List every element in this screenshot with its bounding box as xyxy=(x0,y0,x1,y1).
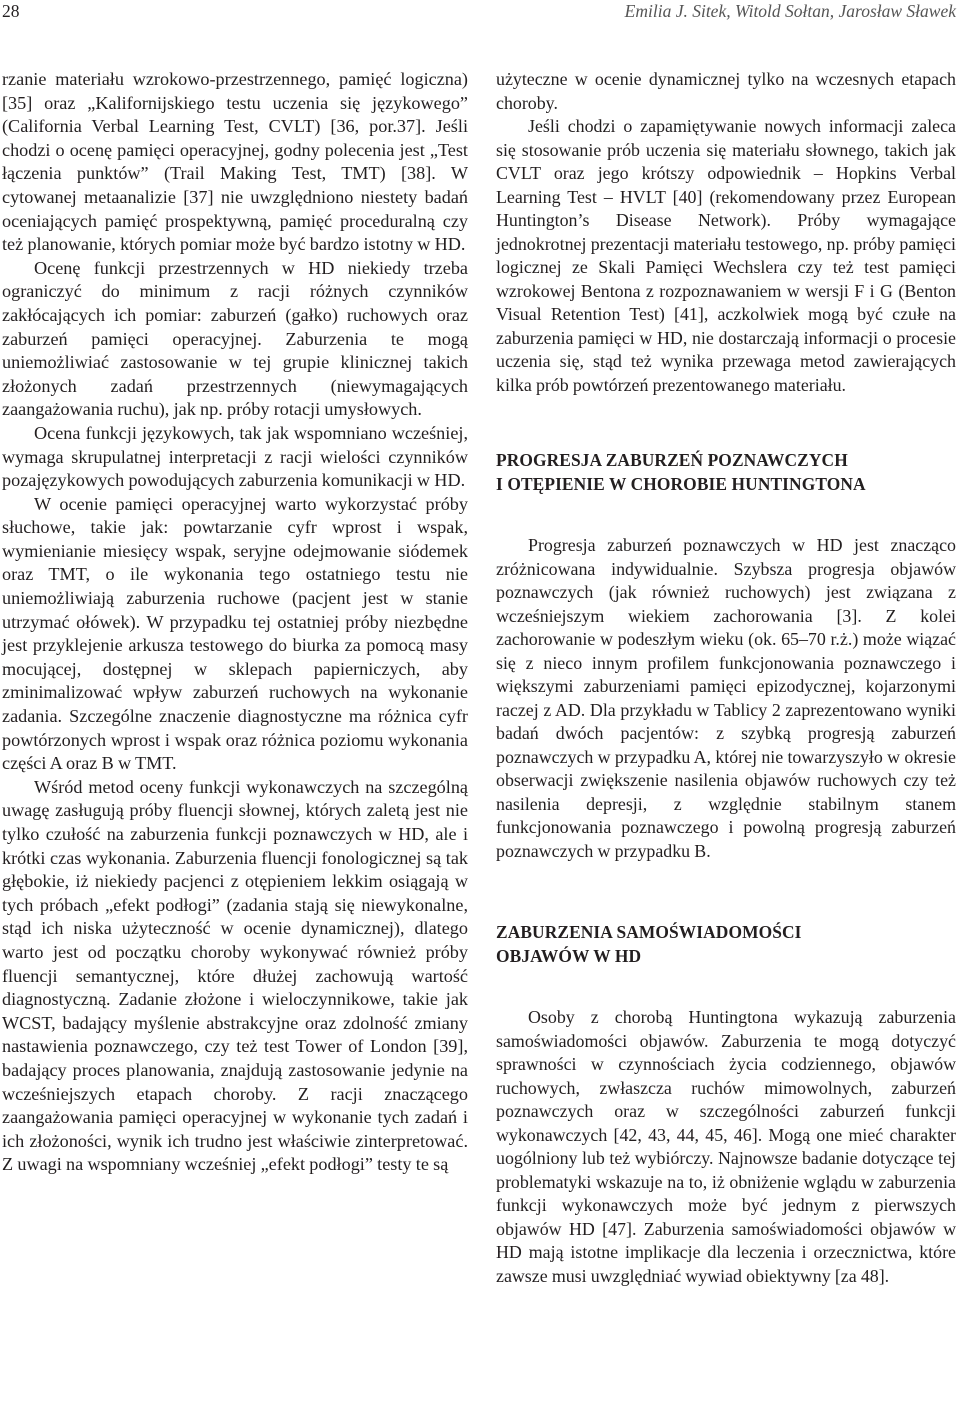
page-number: 28 xyxy=(2,1,20,21)
section-self-awareness-paragraph: Osoby z chorobą Huntingtona wykazują zaburzenia samoświadomości objawów. Zaburzenia te mogą dotyczyć sprawności w czynnościach życia codziennego, objawów ruchowych, zwłaszcza ruchów mimowolnych, zaburzeń poznawczych oraz w szczególności zaburzeń funkcji wykonawczych [42, 43, 44, 45, 46]. Mogą one mieć charakter uogólniony lub też wybiórczy. Najnowsze badanie dotyczące tej problematyki wskazuje na to, iż obniżenie wglądu w zaburzenia funkcji wykonawczych może być jednym z pierwszych objawów HD [47]. Zaburzenia samoświadomości objawów w HD mają istotne implikacje dla leczenia i orzecznictwa, które zawsze musi uwzględniać wywiad obiektywny [za 48]. xyxy=(496,1007,956,1286)
right-paragraph-1: użyteczne w ocenie dynamicznej tylko na wczesnych etapach choroby. xyxy=(496,69,956,113)
section-heading-progression-line-2: I OTĘPIENIE W CHOROBIE HUNTINGTONA xyxy=(496,474,866,494)
left-column xyxy=(2,68,468,1177)
running-head-authors: Emilia J. Sitek, Witold Sołtan, Jarosław Sławek xyxy=(624,1,956,21)
section-heading-progression-line-1: PROGRESJA ZABURZEŃ POZNAWCZYCH xyxy=(496,450,848,470)
left-paragraph-4: W ocenie pamięci operacyjnej warto wykorzystać próby słuchowe, takie jak: powtarzanie cyfr wprost i wspak, wymienianie miesięcy wspak, seryjne odejmowanie siódemek oraz TMT, o ile wykonania tego ostatniego testu nie uniemożliwiają zaburzenia ruchowe (pacjent jest w stanie utrzymać ołówek). W przypadku tej ostatniej próby niezbędne jest przyklejenie arkusza testowego do biurka za pomocą masy mocującej, dostępnej w sklepach papierniczych, aby zminimalizować wpływ zaburzeń ruchowych na wykonanie zadania. Szczególne znaczenie diagnostyczne ma różnica cyfr powtórzonych wprost i wspak oraz różnica poziomu wykonania części A oraz B w TMT. xyxy=(2,493,468,774)
section-heading-self-awareness xyxy=(496,920,956,968)
section-heading-self-awareness-line-2: OBJAWÓW W HD xyxy=(496,946,642,966)
section-heading-progression xyxy=(496,448,956,496)
left-paragraph-2: Ocenę funkcji przestrzennych w HD niekiedy trzeba ograniczyć do minimum z racji różnych czynników zakłócających ich pomiar: zaburzeń (gałko) ruchowych oraz zaburzeń pamięci operacyjnej. Zaburzenia te mogą uniemożliwiać zastosowanie w tej grupie klinicznej takich złożonych zadań przestrzennych (niewymagających zaangażowania ruchu), jak np. próby rotacji umysłowych. xyxy=(2,257,468,420)
left-paragraph-3: Ocena funkcji językowych, tak jak wspomniano wcześniej, wymaga skrupulatnej interpretacji z racji wielości czynników pozajęzykowych powodujących zaburzenia komunikacji w HD. xyxy=(2,422,468,491)
right-column xyxy=(496,68,956,1288)
left-paragraph-1: rzanie materiału wzrokowo-przestrzennego, pamięć logiczna) [35] oraz „Kalifornijskiego testu uczenia się językowego” (California Verbal Learning Test, CVLT) [36, por.37]. Jeśli chodzi o ocenę pamięci operacyjnej, godny polecenia jest „Test łączenia punktów” (Trail Making Test, TMT) [38]. W cytowanej metaanalizie [37] nie uwzględniono niestety badań oceniających pamięć prospektywną, pamięć proceduralną czy też planowanie, których pomiar może być bardzo istotny w HD. xyxy=(2,69,468,255)
section-progression-paragraph: Progresja zaburzeń poznawczych w HD jest znacząco zróżnicowana indywidualnie. Szybsza progresja objawów poznawczych (jak również ruchowych) jest związana z wcześniejszym wiekiem zachorowania [3]. Z kolei zachorowanie w podeszłym wieku (ok. 65–70 r.ż.) może wiązać się z nieco innym profilem funkcjonowania poznawczego i większymi zaburzeniami pamięci epizodycznej, kojarzonymi raczej z AD. Dla przykładu w Tablicy 2 zaprezentowano wyniki badań dwóch pacjentów: z szybką progresją zaburzeń poznawczych w przypadku A, której nie towarzyszyło w okresie obserwacji zwiększenie nasilenia objawów ruchowych czy też nasilenia depresji, z względnie stabilnym stanem funkcjonowania poznawczego i powolną progresją zaburzeń poznawczych w przypadku B. xyxy=(496,535,956,861)
section-heading-self-awareness-line-1: ZABURZENIA SAMOŚWIADOMOŚCI xyxy=(496,922,802,942)
left-paragraph-5: Wśród metod oceny funkcji wykonawczych na szczególną uwagę zasługują próby fluencji słownej, których zaletą jest nie tylko czułość na zaburzenia funkcji poznawczych w HD, ale i krótki czas wykonania. Zaburzenia fluencji fonologicznej są tak głębokie, iż niekiedy pacjenci z otępieniem lekkim osiągają w tych próbach „efekt podłogi” (zadania stają się niewykonalne, stąd ich niska użyteczność w ocenie dynamicznej), dlatego warto jest od początku choroby wykonywać również próby fluencji semantycznej, które dłużej zachowują wartość diagnostyczną. Zadanie złożone i wieloczynnikowe, takie jak WCST, badający myślenie abstrakcyjne oraz zdolność zmiany nastawienia poznawczego, czy też test Tower of London [39], badający proces planowania, znajdują zastosowanie jedynie na wcześniejszych etapach choroby. Z racji znaczącego zaangażowania pamięci operacyjnej w wykonanie tych zadań i ich złożoności, wynik ich trudno jest właściwie zinterpretować. Z uwagi na wspomniany wcześniej „efekt podłogi” testy te są xyxy=(2,776,468,1175)
right-paragraph-2: Jeśli chodzi o zapamiętywanie nowych informacji zaleca się stosowanie prób uczenia się materiału słownego, takich jak CVLT oraz jego krótszy odpowiednik – Hopkins Verbal Learning Test – HVLT [40] (rekomendowany przez European Huntington’s Disease Network). Próby wymagające jednokrotnej prezentacji materiału testowego, np. próby pamięci logicznej ze Skali Pamięci Wechslera czy też test pamięci wzrokowej Bentona z rozpoznawaniem w wersji F i G (Benton Visual Retention Test) [41], aczkolwiek mogą być czułe na zaburzenia pamięci w HD, nie dostarczają informacji o procesie uczenia się, stąd też wynika przewaga metod zawierających kilka prób powtórzeń prezentowanego materiału. xyxy=(496,116,956,395)
